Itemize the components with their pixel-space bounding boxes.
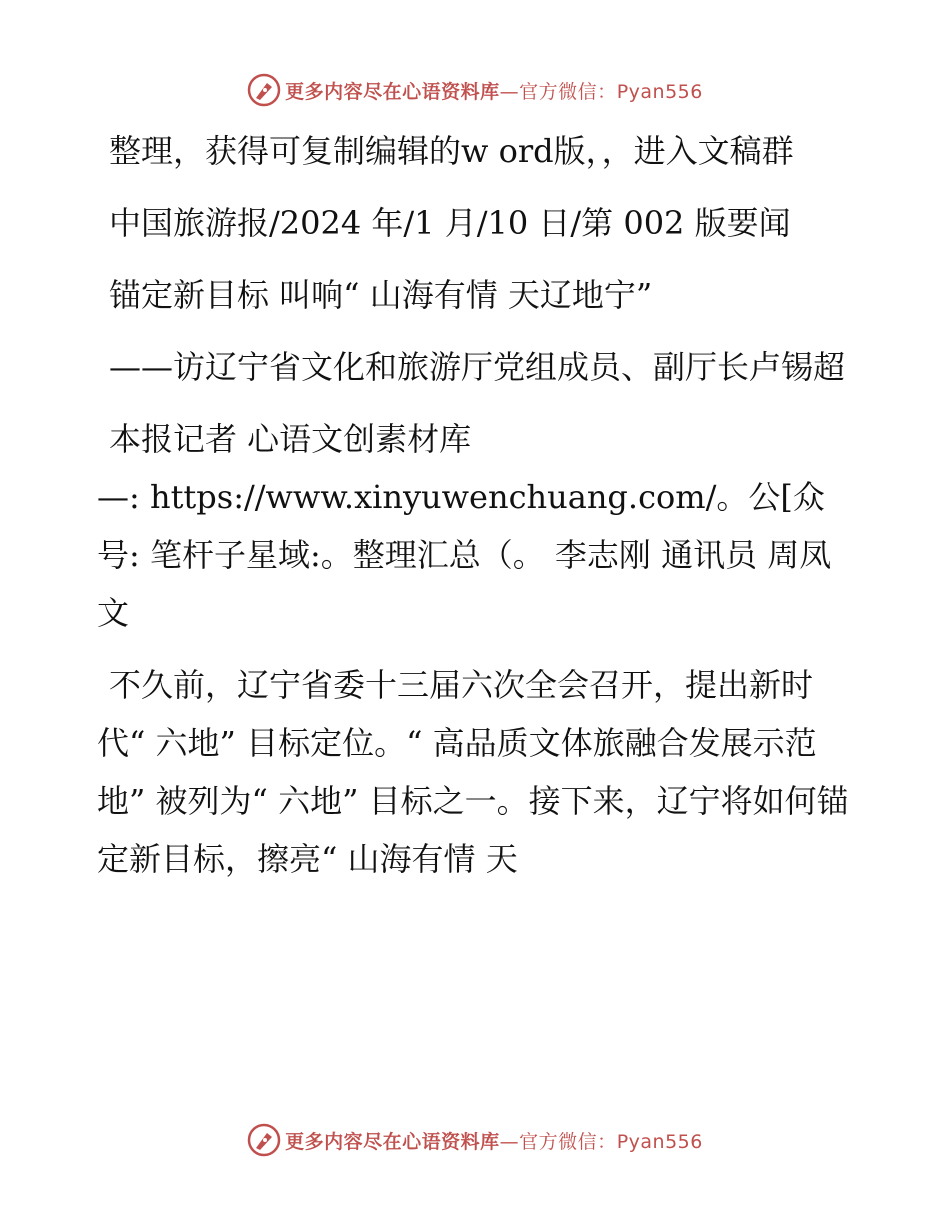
banner-main-text: 更多内容尽在心语资料库 [285,1130,500,1153]
paragraph-source-line: 中国旅游报/2024 年/1 月/10 日/第 002 版要闻 [109,204,791,242]
banner-text [285,77,703,104]
footer-watermark-banner [0,1120,950,1160]
paragraph-notice: 整理，获得可复制编辑的w ord版，，进入文稿群 [109,132,794,170]
byline: 本报记者 心语文创素材库 [109,420,472,458]
banner-dash: — [499,1130,520,1153]
banner-sub-text: 官方微信： [519,1130,617,1153]
header-watermark-banner [0,70,950,110]
paragraph-reporter-credits: —: https://www.xinyuwenchuang.com/。公[众号: 笔杆子星域:。整理汇总（。 李志刚 通讯员 周凤文 [97,478,832,632]
article-subheadline: ——访辽宁省文化和旅游厅党组成员、副厅长卢锡超 [109,348,846,386]
document-body [97,122,857,902]
banner-main-text: 更多内容尽在心语资料库 [285,80,500,103]
banner-dash: — [499,80,520,103]
banner-sub-text: 官方微信： [519,80,617,103]
article-headline: 锚定新目标 叫响“ 山海有情 天辽地宁” [109,276,653,314]
banner-wechat-id: Pyan556 [616,80,703,103]
banner-text [285,1127,703,1154]
pen-nib-logo-icon [247,73,281,107]
banner-wechat-id: Pyan556 [616,1130,703,1153]
pen-nib-logo-icon [247,1123,281,1157]
paragraph-body: 不久前，辽宁省委十三届六次全会召开，提出新时代“ 六地” 目标定位。“ 高品质文体旅融合发展示范地” 被列为“ 六地” 目标之一。接下来，辽宁将如何锚定新目标，擦亮“ 山海有情 天 [97,666,849,878]
